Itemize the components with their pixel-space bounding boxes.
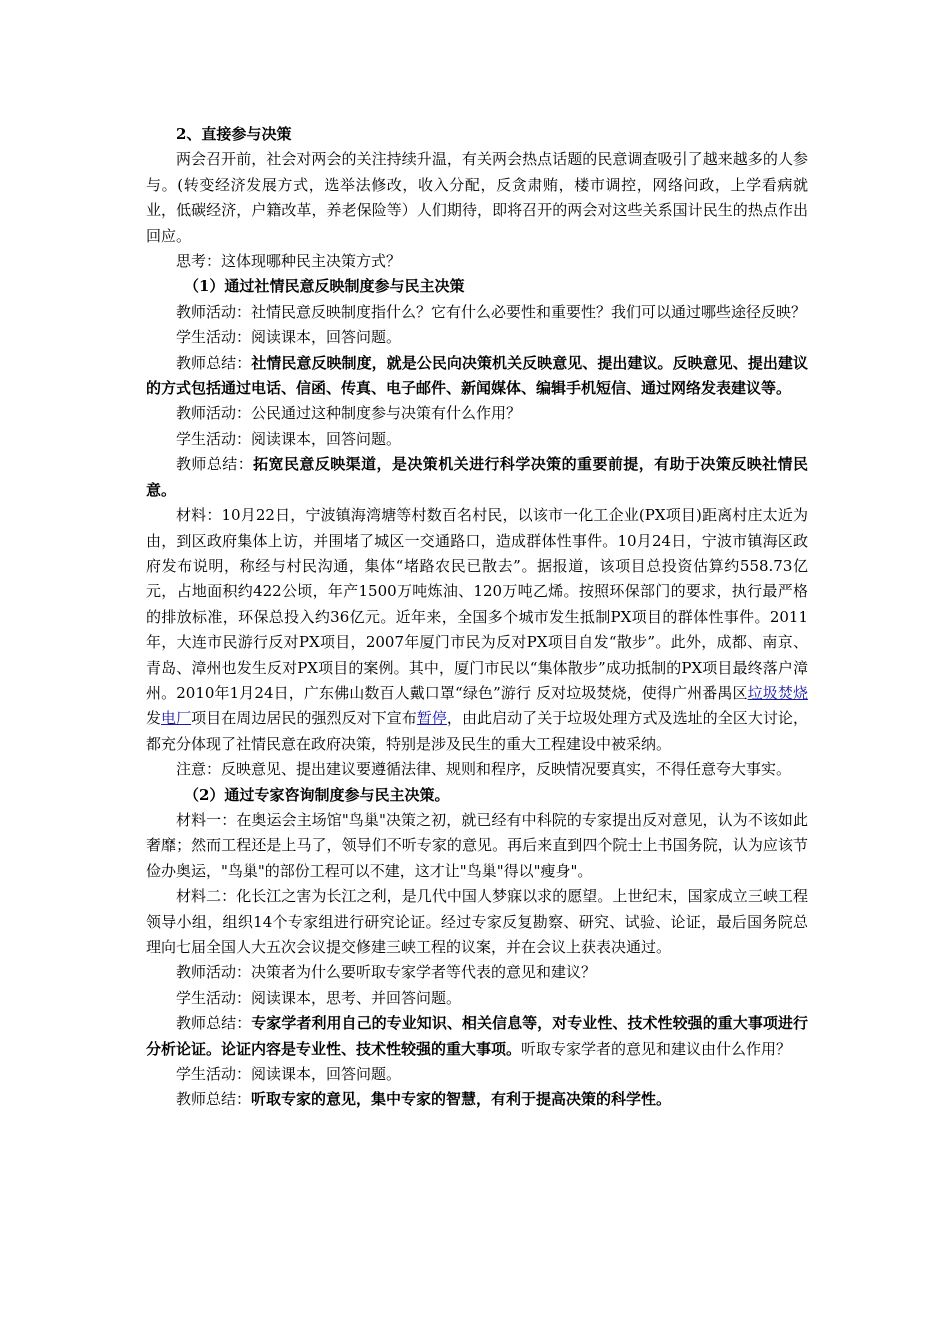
teacher-summary-1 [146,351,808,402]
summary-tail-text: 听取专家学者的意见和建议由什么作用？ [521,1039,792,1058]
summary-prefix: 教师总结： [176,455,254,474]
student-activity-4: 学生活动：阅读课本，回答问题。 [176,1065,402,1084]
student-activity-3: 学生活动：阅读课本，思考、并回答问题。 [176,988,462,1007]
document-page [146,122,808,1113]
material-two: 材料二：化长江之害为长江之利，是几代中国人梦寐以求的愿望。上世纪末，国家成立三峡工程领导小组，组织14个专家组进行研究论证。经过专家反复勘察、研究、试验、论证，最后国务院总理向七届全国人大五次会议提交修建三峡工程的议案，并在会议上获表决通过。 [146,887,808,956]
material-text: ，由此启动了关于垃圾处理方式及选址的全区大讨论，都充分体现了社情民意在政府决策，特别是涉及民生的重大工程建设中被采纳。 [146,709,808,753]
summary-bold-text: 专家学者利用自己的专业知识、相关信息等，对专业性、技术性较强的重大事项进行分析论证。论证内容是专业性、技术性较强的重大事项。 [146,1014,808,1058]
teacher-question-2: 教师活动：公民通过这种制度参与决策有什么作用？ [176,404,522,423]
student-activity-2: 学生活动：阅读课本，回答问题。 [176,429,402,448]
section-title: 2、直接参与决策 [176,125,292,143]
material-text: 项目在周边居民的强烈反对下宣布 [191,709,417,728]
summary-prefix: 教师总结： [176,1014,252,1033]
student-activity-1: 学生活动：阅读课本，回答问题。 [176,328,402,347]
note-paragraph: 注意：反映意见、提出建议要遵循法律、规则和程序，反映情况要真实，不得任意夸大事实。 [176,760,792,779]
teacher-question-1: 教师活动：社情民意反映制度指什么？它有什么必要性和重要性？我们可以通过哪些途径反映？ [176,302,807,321]
summary-prefix: 教师总结： [176,1090,252,1109]
think-question: 思考：这体现哪种民主决策方式？ [176,252,402,271]
material-text: 发 [146,709,162,728]
link-power-plant[interactable]: 电厂 [161,709,192,728]
material-px-project [146,503,808,757]
material-one: 材料一：在奥运会主场馆"鸟巢"决策之初，就已经有中科院的专家提出反对意见，认为不该如此奢靡；然而工程还是上马了，领导们不听专家的意见。再后来直到四个院士上书国务院，认为应该节俭办奥运，"鸟巢"的部份工程可以不建，这才让"鸟巢"得以"瘦身"。 [146,810,808,880]
summary-bold-text: 社情民意反映制度，就是公民向决策机关反映意见、提出建议。反映意见、提出建议的方式包括通过电话、信函、传真、电子邮件、新闻媒体、编辑手机短信、通过网络发表建议等。 [146,353,808,398]
part2-title: （2）通过专家咨询制度参与民主决策。 [184,785,450,804]
teacher-summary-2 [146,452,808,503]
material-text: 材料：10月22日，宁波镇海湾塘等村数百名村民，以该市一化工企业(PX项目)距离村庄太近为由，到区政府集体上访，并围堵了城区一交通路口，造成群体性事件。10月24日，宁波市镇海区政府发布说明，称经与村民沟通，集体“堵路农民已散去”。据报道，该项目总投资估算约558.73亿元，占地面积约422公顷，年产1500万吨炼油、120万吨乙烯。按照环保部门的要求，执行最严格的排放标准，环保总投入约36亿元。近年来，全国多个城市发生抵制PX项目的群体性事件。2011年，大连市民游行反对PX项目，2007年厦门市民为反对PX项目自发“散步”。此外，成都、南京、青岛、漳州也发生反对PX项目的案例。其中，厦门市民以“集体散步”成功抵制的PX项目最终落户漳州。2010年1月24日，广东佛山数百人戴口罩“绿色”游行 反对垃圾焚烧，使得广州番禺区 [146,506,808,702]
teacher-summary-3 [146,1011,808,1062]
link-garbage-incineration[interactable]: 垃圾焚烧 [747,683,808,702]
summary-prefix: 教师总结： [176,353,252,372]
teacher-question-3: 教师活动：决策者为什么要听取专家学者等代表的意见和建议？ [176,963,597,982]
intro-paragraph: 两会召开前，社会对两会的关注持续升温，有关两会热点话题的民意调查吸引了越来越多的人参与。(转变经济发展方式，选举法修改，收入分配，反贪肃贿，楼市调控，网络问政，上学看病就业，低碳经济，户籍改革，养老保险等）人们期待，即将召开的两会对这些关系国计民生的热点作出回应。 [146,150,808,245]
summary-bold-text: 拓宽民意反映渠道，是决策机关进行科学决策的重要前提，有助于决策反映社情民意。 [146,455,808,499]
link-suspend[interactable]: 暂停 [416,709,447,728]
part1-title: （1）通过社情民意反映制度参与民主决策 [184,277,465,296]
summary-bold-text: 听取专家的意见，集中专家的智慧，有利于提高决策的科学性。 [251,1090,672,1109]
teacher-summary-4 [146,1087,808,1112]
